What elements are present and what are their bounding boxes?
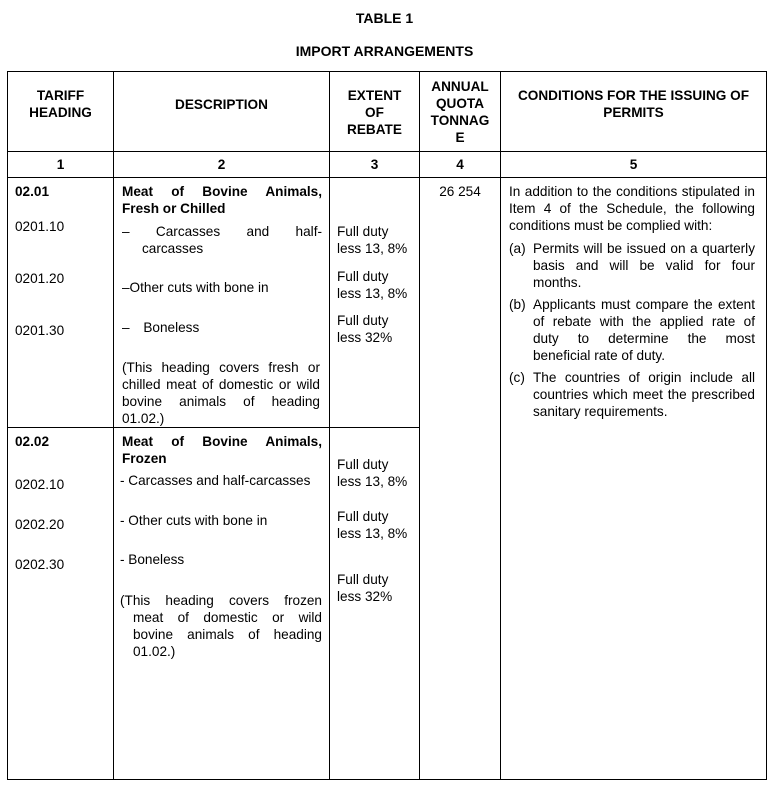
rebate-0201-30: Full duty less 32% (337, 313, 393, 345)
col-border-3 (419, 71, 420, 780)
heading-note-02-01: (This heading covers fresh or chilled meat of domestic or wild bovine animals of heading 01.02.) (122, 360, 320, 426)
column-number-2: 2 (217, 157, 226, 172)
description-0201-30: – Boneless (122, 320, 200, 335)
rebate-0202-30: Full duty less 32% (337, 572, 393, 604)
description-0201-10: – Carcasses and half- carcasses (122, 224, 322, 256)
group-title-frozen: Meat of Bovine Animals, Frozen (122, 434, 322, 466)
table-top-border (7, 71, 767, 72)
number-row-bottom-border (7, 177, 767, 178)
description-0202-10: - Carcasses and half-carcasses (120, 473, 311, 488)
heading-02-02: 02.02 (15, 434, 50, 449)
heading-note-02-02: (This heading covers frozen meat of domestic or wild bovine animals of heading 01.02.) (120, 593, 322, 659)
condition-b: (b) Applicants must compare the extent of rebate with the applied rate of duty to determine the most beneficial rate of duty. (509, 297, 755, 363)
tariff-code-0201-20: 0201.20 (15, 271, 65, 286)
description-0202-30: - Boneless (120, 552, 185, 567)
description-0201-20: –Other cuts with bone in (122, 280, 269, 295)
col-border-0 (7, 71, 8, 780)
table-bottom-border (7, 779, 767, 780)
group-divider (7, 427, 419, 428)
column-number-1: 1 (56, 157, 65, 172)
header-annual-quota: ANNUAL QUOTA TONNAG E (430, 79, 490, 145)
tariff-code-0202-10: 0202.10 (15, 477, 65, 492)
condition-c: (c) The countries of origin include all countries which meet the prescribed sanitary requirements. (509, 370, 755, 419)
rebate-0201-10: Full duty less 13, 8% (337, 224, 408, 256)
col-border-4 (500, 71, 501, 780)
description-0202-20: - Other cuts with bone in (120, 513, 268, 528)
header-tariff-heading: TARIFF HEADING (29, 88, 92, 120)
tariff-code-0202-30: 0202.30 (15, 557, 65, 572)
heading-02-01: 02.01 (15, 184, 50, 199)
tariff-code-0202-20: 0202.20 (15, 517, 65, 532)
condition-a: (a) Permits will be issued on a quarterly basis and will be valid for four months. (509, 241, 755, 290)
rebate-0202-10: Full duty less 13, 8% (337, 457, 408, 489)
col-border-5 (766, 71, 767, 780)
column-number-3: 3 (370, 157, 379, 172)
header-bottom-border (7, 151, 767, 152)
rebate-0202-20: Full duty less 13, 8% (337, 509, 408, 541)
header-description: DESCRIPTION (175, 97, 268, 112)
table-title: TABLE 1 (355, 10, 414, 26)
annual-quota-value: 26 254 (439, 184, 481, 199)
group-title-fresh-chilled: Meat of Bovine Animals, Fresh or Chilled (122, 184, 322, 216)
col-border-1 (113, 71, 114, 780)
col-border-2 (329, 71, 330, 780)
column-number-5: 5 (629, 157, 638, 172)
rebate-0201-20: Full duty less 13, 8% (337, 269, 408, 301)
header-extent-of-rebate: EXTENT OF REBATE (347, 88, 402, 137)
tariff-code-0201-30: 0201.30 (15, 323, 65, 338)
column-number-4: 4 (456, 157, 464, 172)
tariff-code-0201-10: 0201.10 (15, 219, 65, 234)
table-subtitle: IMPORT ARRANGEMENTS (295, 43, 474, 59)
header-conditions: CONDITIONS FOR THE ISSUING OF PERMITS (517, 88, 750, 120)
conditions-intro: In addition to the conditions stipulated in Item 4 of the Schedule, the following conditions must be complied with: (509, 184, 755, 233)
